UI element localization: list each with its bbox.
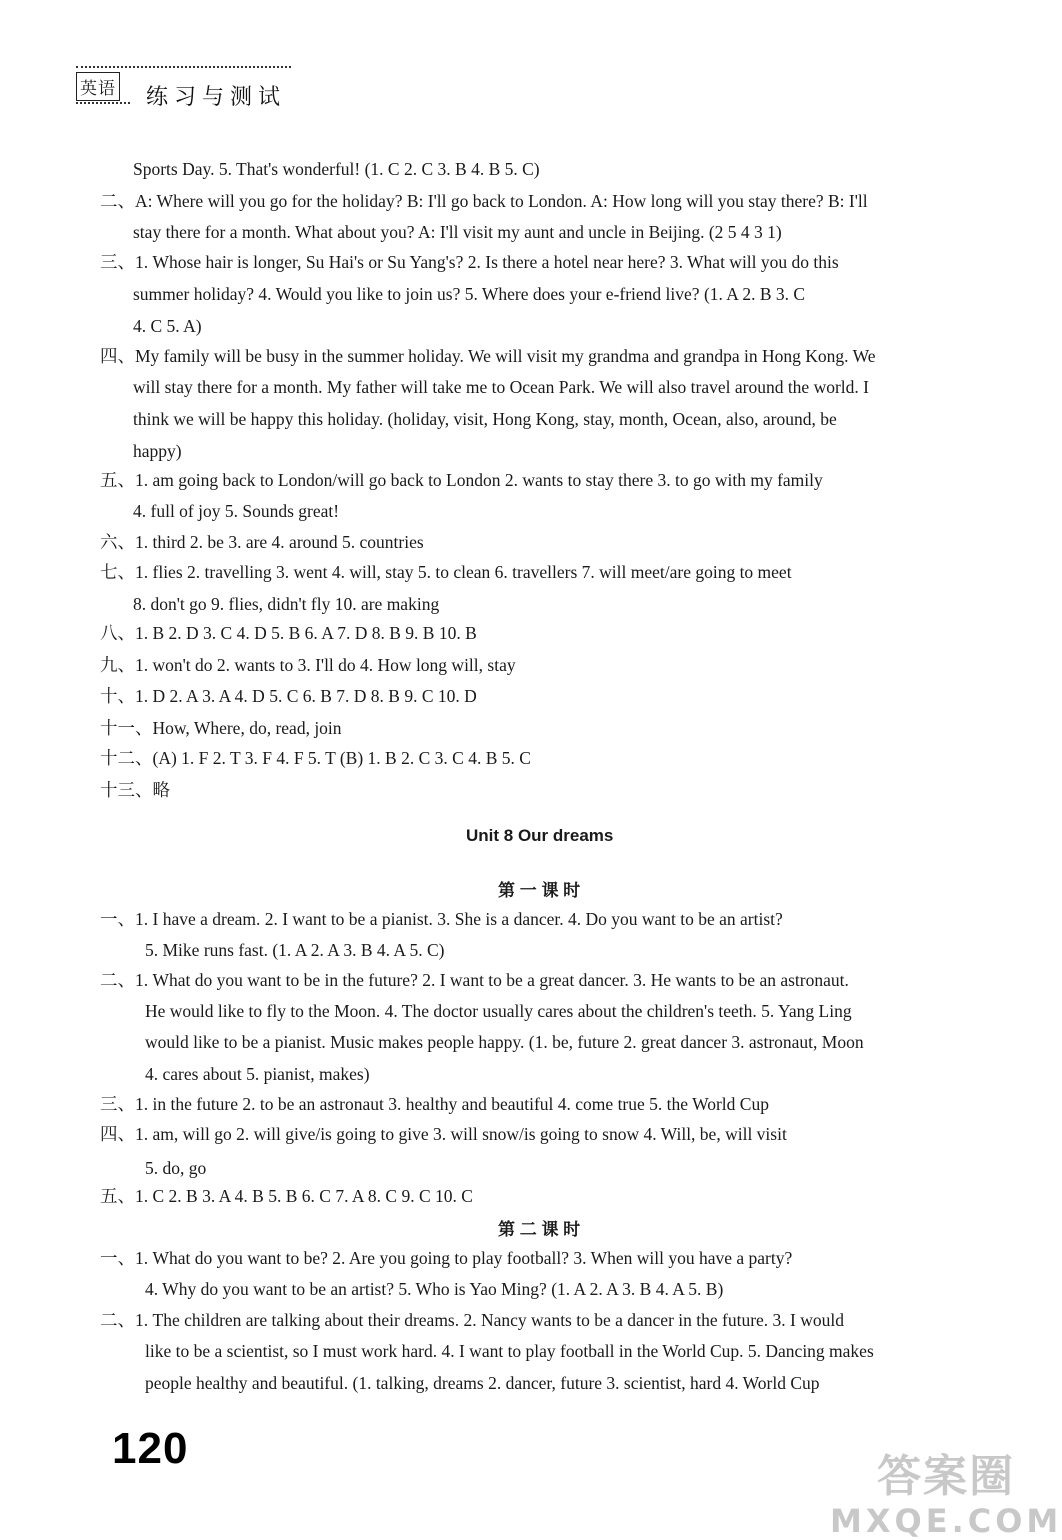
answer-line: He would like to fly to the Moon. 4. The doctor usually cares about the children's teeth. 5. Yang Ling	[145, 1001, 852, 1021]
lesson-heading: 第 一 课 时	[498, 881, 581, 900]
answer-line: 8. don't go 9. flies, didn't fly 10. are making	[133, 594, 440, 614]
watermark-cn: 答案圈	[877, 1451, 1016, 1502]
answer-line: 5. Mike runs fast. (1. A 2. A 3. B 4. A 5. C)	[145, 940, 445, 960]
answer-line: Sports Day. 5. That's wonderful! (1. C 2. C 3. B 4. B 5. C)	[133, 159, 540, 179]
lesson-heading: 第 二 课 时	[498, 1220, 581, 1239]
answer-line: 八、1. B 2. D 3. C 4. D 5. B 6. A 7. D 8. B 9. B 10. B	[100, 623, 477, 643]
answer-line: like to be a scientist, so I must work hard. 4. I want to play football in the World Cup. 5. Dancing makes	[145, 1341, 874, 1361]
page-number: 120	[112, 1424, 189, 1473]
answer-line: 二、1. What do you want to be in the future? 2. I want to be a great dancer. 3. He wants to be an astronaut.	[100, 970, 849, 990]
answer-line: 三、1. Whose hair is longer, Su Hai's or Su Yang's? 2. Is there a hotel near here? 3. What will you do this	[100, 252, 839, 272]
subject-label: 英语	[76, 72, 120, 101]
answer-line: 五、1. C 2. B 3. A 4. B 5. B 6. C 7. A 8. C 9. C 10. C	[100, 1186, 473, 1206]
watermark-logo	[830, 1440, 1062, 1538]
answer-line: 十、1. D 2. A 3. A 4. D 5. C 6. B 7. D 8. B 9. C 10. D	[100, 686, 477, 706]
watermark-en: MXQE.COM	[830, 1502, 1062, 1540]
book-title: 练习与测试	[146, 85, 287, 110]
answer-line: 一、1. I have a dream. 2. I want to be a pianist. 3. She is a dancer. 4. Do you want to be an artist?	[100, 909, 783, 929]
answer-line: would like to be a pianist. Music makes people happy. (1. be, future 2. great dancer 3. astronaut, Moon	[145, 1032, 864, 1052]
answer-line: 4. C 5. A)	[133, 316, 202, 336]
answer-line: happy)	[133, 441, 182, 461]
answer-line: 十三、略	[100, 780, 170, 800]
answer-line: 二、1. The children are talking about their dreams. 2. Nancy wants to be a dancer in the future. 3. I would	[100, 1310, 844, 1330]
answer-line: 4. Why do you want to be an artist? 5. Who is Yao Ming? (1. A 2. A 3. B 4. A 5. B)	[145, 1279, 724, 1299]
answer-line: think we will be happy this holiday. (holiday, visit, Hong Kong, stay, month, Ocean, also, around, be	[133, 409, 837, 429]
answer-line: 五、1. am going back to London/will go back to London 2. wants to stay there 3. to go with my family	[100, 470, 823, 490]
answer-line: summer holiday? 4. Would you like to join us? 5. Where does your e-friend live? (1. A 2. B 3. C	[133, 284, 806, 304]
answer-line: 四、1. am, will go 2. will give/is going to give 3. will snow/is going to snow 4. Will, be, will visit	[100, 1124, 787, 1144]
answer-line: will stay there for a month. My father will take me to Ocean Park. We will also travel around the world. I	[133, 377, 869, 397]
answer-line: 七、1. flies 2. travelling 3. went 4. will, stay 5. to clean 6. travellers 7. will meet/are going to meet	[100, 562, 792, 582]
answer-line: 5. do, go	[145, 1158, 207, 1178]
answer-line: 十一、How, Where, do, read, join	[100, 718, 342, 738]
answer-line: 四、My family will be busy in the summer holiday. We will visit my grandma and grandpa in Hong Kong. We	[100, 346, 876, 366]
answer-line: 4. cares about 5. pianist, makes)	[145, 1064, 370, 1084]
answer-line: 4. full of joy 5. Sounds great!	[133, 501, 340, 521]
answer-line: 一、1. What do you want to be? 2. Are you going to play football? 3. When will you have a party?	[100, 1248, 793, 1268]
answer-line: 九、1. won't do 2. wants to 3. I'll do 4. How long will, stay	[100, 655, 516, 675]
answer-line: 十二、(A) 1. F 2. T 3. F 4. F 5. T (B) 1. B 2. C 3. C 4. B 5. C	[100, 748, 531, 768]
unit-heading: Unit 8 Our dreams	[466, 826, 614, 845]
answer-line: 三、1. in the future 2. to be an astronaut 3. healthy and beautiful 4. come true 5. the World Cup	[100, 1094, 769, 1114]
answer-line: people healthy and beautiful. (1. talking, dreams 2. dancer, future 3. scientist, hard 4. World Cup	[145, 1373, 820, 1393]
answer-line: 二、A: Where will you go for the holiday? B: I'll go back to London. A: How long will you stay there? B: I'll	[100, 191, 868, 211]
answer-line: 六、1. third 2. be 3. are 4. around 5. countries	[100, 532, 424, 552]
answer-line: stay there for a month. What about you? A: I'll visit my aunt and uncle in Beijing. (2 5 4 3 1)	[133, 222, 782, 242]
